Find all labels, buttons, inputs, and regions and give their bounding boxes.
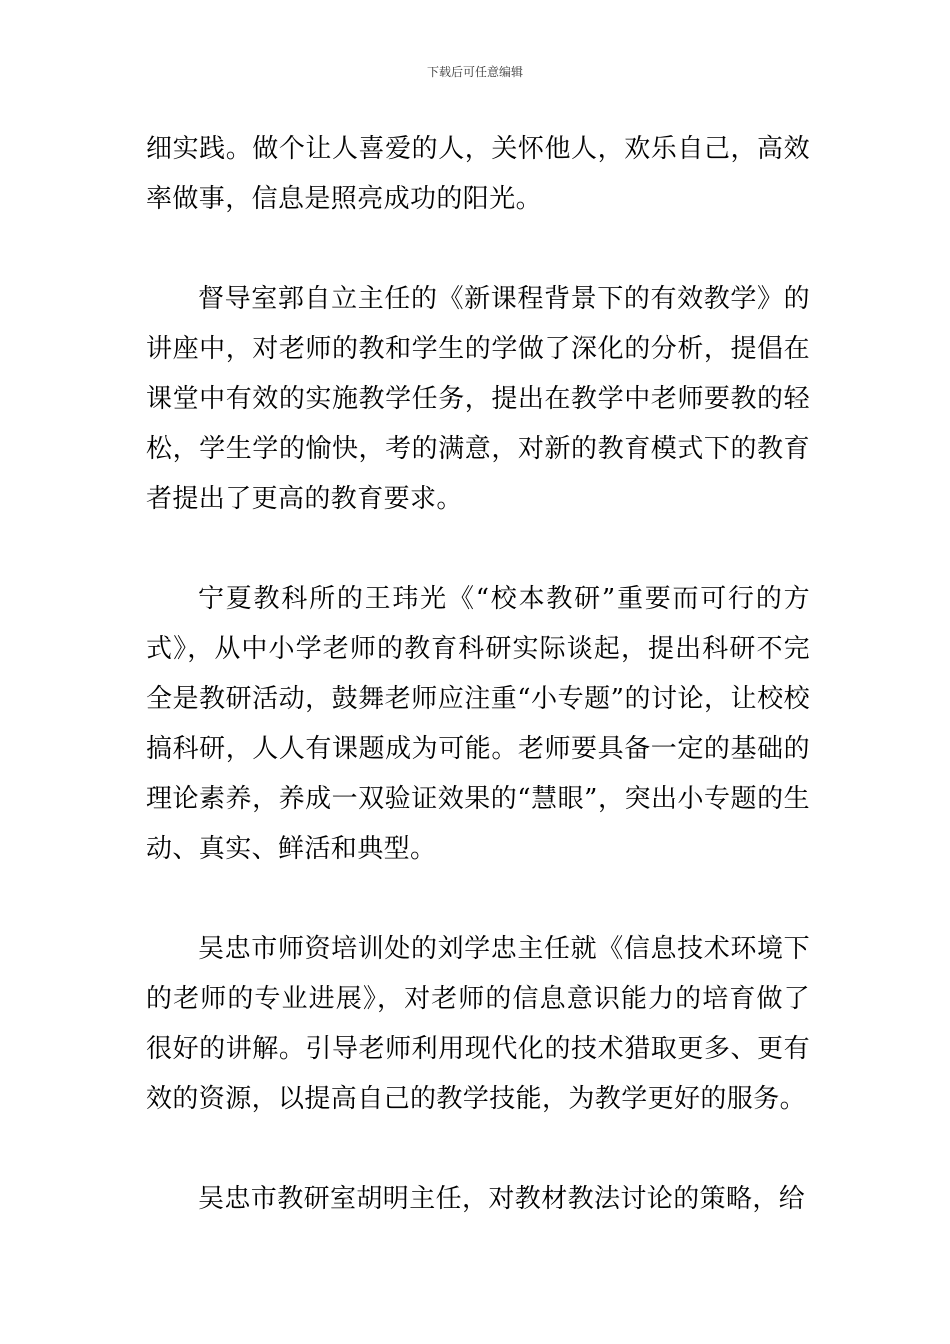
- document-body: [146, 124, 810, 1274]
- paragraph-3: 宁夏教科所的王玮光《“校本教研”重要而可行的方式》，从中小学老师的教育科研实际谈起，提出科研不完全是教研活动，鼓舞老师应注重“小专题”的讨论，让校校搞科研，人人有课题成为可能。老师要具备一定的基础的理论素养，养成一双验证效果的“慧眼”，突出小专题的生动、真实、鲜活和典型。: [146, 584, 810, 864]
- paragraph-4: 吴忠市师资培训处的刘学忠主任就《信息技术环境下的老师的专业进展》，对老师的信息意识能力的培育做了很好的讲解。引导老师利用现代化的技术猎取更多、更有效的资源，以提高自己的教学技能，为教学更好的服务。: [146, 934, 810, 1114]
- paragraph-1: 细实践。做个让人喜爱的人，关怀他人，欢乐自己，高效率做事，信息是照亮成功的阳光。: [146, 134, 810, 214]
- page-header: 下载后可任意编辑: [426, 65, 523, 79]
- paragraph-2: 督导室郭自立主任的《新课程背景下的有效教学》的讲座中，对老师的教和学生的学做了深化的分析，提倡在课堂中有效的实施教学任务，提出在教学中老师要教的轻松，学生学的愉快，考的满意，对新的教育模式下的教育者提出了更高的教育要求。: [146, 284, 810, 514]
- paragraph-5: 吴忠市教研室胡明主任，对教材教法讨论的策略，给: [198, 1184, 806, 1214]
